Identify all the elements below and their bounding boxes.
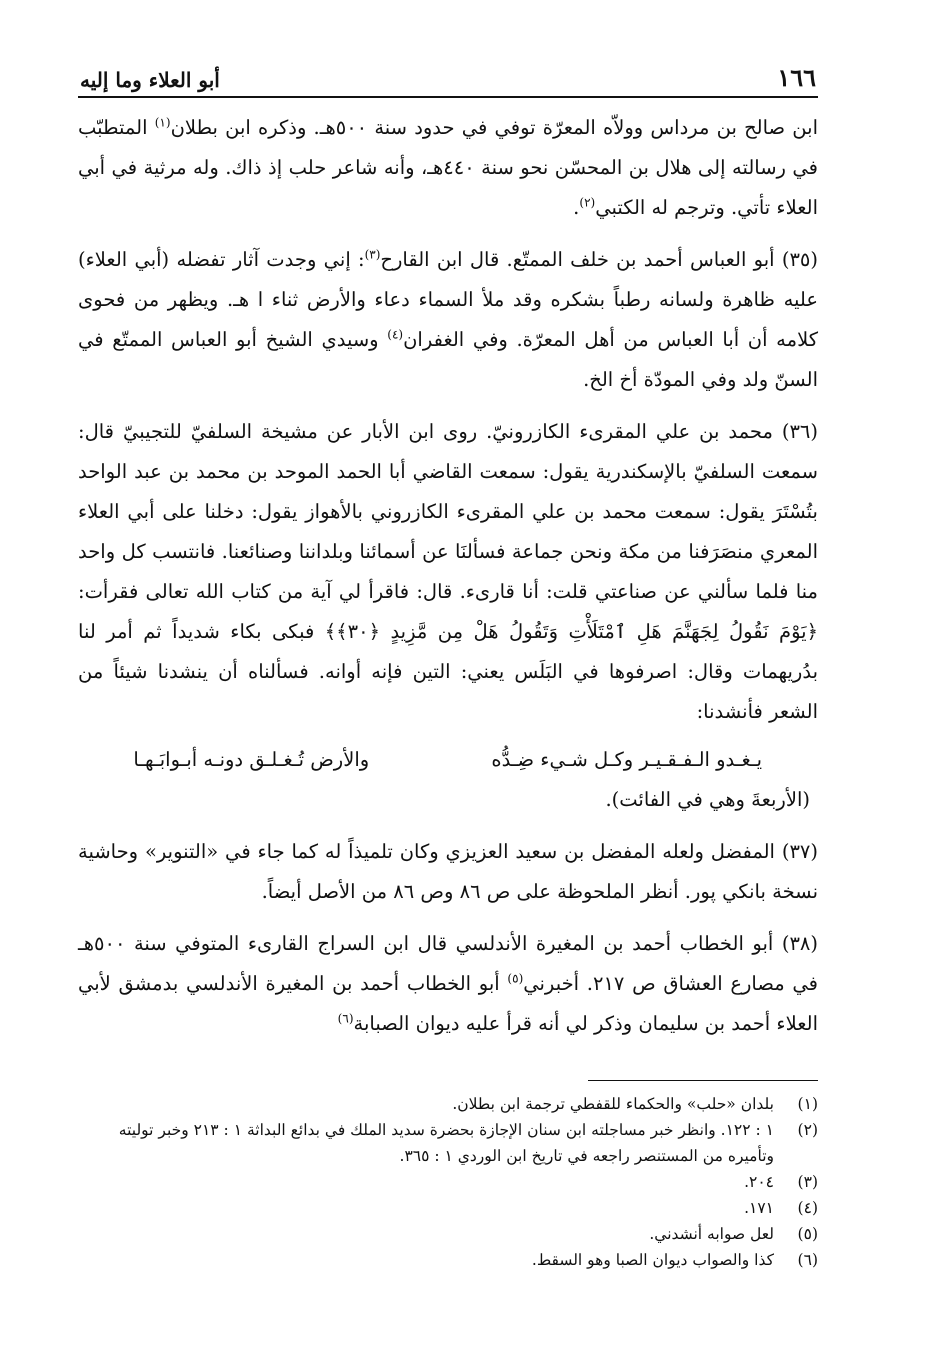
running-title: أبو العلاء وما إليه — [80, 68, 220, 92]
entry-38-text-a: (٣٨) أبو الخطاب أحمد بن المغيرة الأندلسي قال ابن السراج القارىء المتوفي سنة ٥٠٠هـ في مصارع العشاق ص ٢١٧. أخبرني — [78, 932, 818, 995]
verse-note: (الأربعةَ وهي في الفائت). — [605, 788, 810, 811]
entry-38 — [78, 924, 818, 1044]
entry-37 — [78, 832, 818, 912]
paragraph-1-text-b: المتطبّب في رسالته إلى هلال بن المحسّن نحو سنة ٤٤٠هـ، وأنه شاعر حلب إذ ذاك. وله مرثية في أبي العلاء تأتي. وترجم له الكتبي — [78, 116, 818, 219]
entry-37-text: (٣٧) المفضل ولعله المفضل بن سعيد العزيزي وكان تلميذاً له كما جاء في «التنوير» وحاشية نسخة بانكي پور. أنظر الملحوظة على ص ٨٦ وص ٨٦ من الأصل أيضاً. — [78, 840, 818, 903]
footnote-number: (٢) — [797, 1121, 818, 1139]
footnote-5 — [78, 1221, 818, 1247]
footnote-1 — [78, 1091, 818, 1117]
footnote-2 — [78, 1117, 818, 1169]
verse-first-hemistich: يـغـدو الـفـقـيـر وكـل شـيء ضِـدُّه — [491, 748, 763, 771]
footnote-text: ١ : ١٢٢. وانظر خبر مساجلته ابن سنان الإجازة بحضرة سديد الملك في بدائع البداثة ١ : ٢١٣ وخبر توليته وتأميره من المستنصر راجعه في تاريخ ابن الوردي ١ : ٣٦٥. — [118, 1121, 774, 1165]
footnote-ref-6[interactable]: (٦) — [337, 1011, 354, 1026]
entry-35-text-a: (٣٥) أبو العباس أحمد بن خلف الممتّع. قال ابن القارح — [380, 248, 818, 271]
footnote-ref-3[interactable]: (٣) — [364, 247, 381, 262]
footnote-number: (١) — [797, 1095, 818, 1113]
paragraph-1-text-c: . — [573, 196, 580, 219]
main-text — [78, 108, 818, 1044]
footnote-4 — [78, 1195, 818, 1221]
footnote-ref-4[interactable]: (٤) — [387, 327, 404, 342]
footnote-number: (٦) — [797, 1251, 818, 1269]
verse-second-hemistich: والأرض تُـغـلـق دونـه أبـوابَـهـا — [133, 748, 370, 771]
entry-35-text-c: وسيدي الشيخ أبو العباس الممتّع في السنّ ولد وفي المودّة أخ الخ. — [78, 328, 818, 391]
footnote-text: ١٧١. — [744, 1199, 774, 1217]
entry-38-text-b: أبو الخطاب أحمد بن المغيرة الأندلسي بدمشق لأبي العلاء أحمد بن سليمان وذكر لي أنه قرأ عليه ديوان الصبابة — [78, 972, 818, 1035]
footnote-number: (٥) — [797, 1225, 818, 1243]
footnote-3 — [78, 1169, 818, 1195]
footnote-text: لعل صوابه أنشدني. — [649, 1225, 774, 1243]
paragraph-1-text-a: ابن صالح بن مرداس وولاّه المعرّة توفي في حدود سنة ٥٠٠هـ. وذكره ابن بطلان — [170, 116, 818, 139]
entry-36-text: (٣٦) محمد بن علي المقرىء الكازرونيّ. روى ابن الأبار عن مشيخة السلفيّ للتجيبيّ قال: سمعت السلفيّ بالإسكندرية يقول: سمعت القاضي أبا الحمد الموحد بن محمد بن عبد الواحد بتُسْتَرَ يقول: سمعت محمد بن علي المقرىء الكازروني بالأهواز يقول: دخلنا على أبي العلاء المعري منصَرَفنا من مكة ونحن جماعة فسألنَا عن أسمائنا وبلداننا وصنائعنا. فانتسب كل واحد منا فلما سألني عن صناعتي قلت: أنا قارىء. قال: فاقرأ لي آية من كتاب الله تعالى فقرأت: ﴿يَوْمَ نَقُولُ لِجَهَنَّمَ هَلِ ٱمْتَلَأْتِ وَتَقُولُ هَلْ مِن مَّزِيدٍ ﴿٣٠﴾﴾ فبكى بكاء شديداً ثم أمر لنا بدُريهمات وقال: اصرفوها في البَلَس يعني: التين فإنه أوانه. فسألناه أن ينشدنا شيئاً من الشعر فأنشدنا: — [78, 420, 818, 723]
poem-verse — [78, 740, 800, 780]
footnote-ref-5[interactable]: (٥) — [507, 971, 524, 986]
footnote-separator — [588, 1080, 818, 1081]
footnotes — [78, 1091, 818, 1273]
footnote-6 — [78, 1247, 818, 1273]
footnote-number: (٣) — [797, 1173, 818, 1191]
footnote-text: كذا والصواب ديوان الصبا وهو السقط. — [531, 1251, 774, 1269]
footnote-ref-2[interactable]: (٢) — [579, 195, 596, 210]
book-page — [78, 52, 818, 1273]
paragraph-1 — [78, 108, 818, 228]
footnote-text: بلدان «حلب» والحكماء للقفطي ترجمة ابن بطلان. — [452, 1095, 774, 1113]
entry-35 — [78, 240, 818, 400]
entry-36 — [78, 412, 818, 732]
footnote-ref-1[interactable]: (١) — [154, 115, 171, 130]
page-number: ١٦٦ — [777, 63, 816, 92]
page-header — [78, 52, 818, 98]
entry-35-text-b: : إني وجدت آثار تفضله (أبي العلاء) عليه ظاهرة ولسانه رطباً بشكره وقد ملأ السماء دعاء والأرض ثناء ا هـ. ويظهر من فحوى كلامه أن أبا العباس من أهل المعرّة. وفي الغفران — [78, 248, 818, 351]
footnote-number: (٤) — [797, 1199, 818, 1217]
footnote-text: ٢٠٤. — [744, 1173, 774, 1191]
